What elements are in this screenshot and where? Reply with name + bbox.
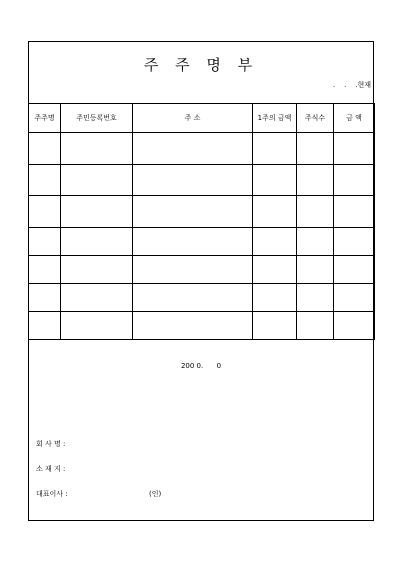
as-of-date: . . .현재 (332, 81, 371, 89)
table-cell (334, 312, 375, 340)
table-cell (253, 312, 297, 340)
table-cell (253, 133, 297, 165)
table-cell (29, 196, 61, 228)
table-cell (334, 228, 375, 256)
table-cell (253, 284, 297, 312)
table-cell (334, 133, 375, 165)
table-cell (334, 256, 375, 284)
header-row (29, 104, 375, 133)
table-row (29, 256, 375, 284)
header-shareholder-name: 주주명 (29, 104, 61, 133)
table-cell (297, 165, 334, 196)
table-cell (334, 284, 375, 312)
table-cell (29, 256, 61, 284)
table-cell (29, 228, 61, 256)
table-cell (29, 312, 61, 340)
table-cell (334, 196, 375, 228)
table-cell (133, 284, 253, 312)
table-cell (334, 165, 375, 196)
table-body (29, 133, 375, 340)
address-label: 소 재 지 : (36, 465, 66, 473)
table-cell (133, 165, 253, 196)
table-cell (29, 133, 61, 165)
page-title: 주 주 명 부 (143, 56, 259, 74)
header-share-count: 주식수 (297, 104, 334, 133)
table-cell (253, 228, 297, 256)
table-cell (61, 133, 133, 165)
table-cell (29, 165, 61, 196)
table-cell (297, 284, 334, 312)
table-row (29, 165, 375, 196)
table-cell (297, 228, 334, 256)
shareholder-table (28, 103, 375, 340)
table-cell (297, 196, 334, 228)
register-form (28, 41, 374, 521)
header-amount: 금 액 (334, 104, 375, 133)
company-name-label: 회 사 명 : (36, 440, 66, 448)
table-cell (61, 228, 133, 256)
table-cell (297, 256, 334, 284)
table-row (29, 312, 375, 340)
table-row (29, 284, 375, 312)
table-cell (133, 133, 253, 165)
date-line: 200 0. 0 (180, 362, 222, 370)
table-cell (253, 196, 297, 228)
table-row (29, 196, 375, 228)
seal-label: (인) (149, 490, 162, 498)
table-cell (297, 312, 334, 340)
table-row (29, 133, 375, 165)
table-cell (133, 228, 253, 256)
ceo-label: 대표이사 : (36, 490, 68, 498)
table-cell (133, 196, 253, 228)
table-cell (61, 196, 133, 228)
header-resident-number: 주민등록번호 (61, 104, 133, 133)
header-address: 주 소 (133, 104, 253, 133)
table-cell (29, 284, 61, 312)
table-cell (61, 165, 133, 196)
table-cell (61, 284, 133, 312)
table-cell (61, 256, 133, 284)
table-cell (133, 256, 253, 284)
table-cell (253, 256, 297, 284)
table-cell (61, 312, 133, 340)
table-cell (253, 165, 297, 196)
table-cell (133, 312, 253, 340)
table-cell (297, 133, 334, 165)
header-price-per-share: 1주의 금액 (253, 104, 297, 133)
table-row (29, 228, 375, 256)
